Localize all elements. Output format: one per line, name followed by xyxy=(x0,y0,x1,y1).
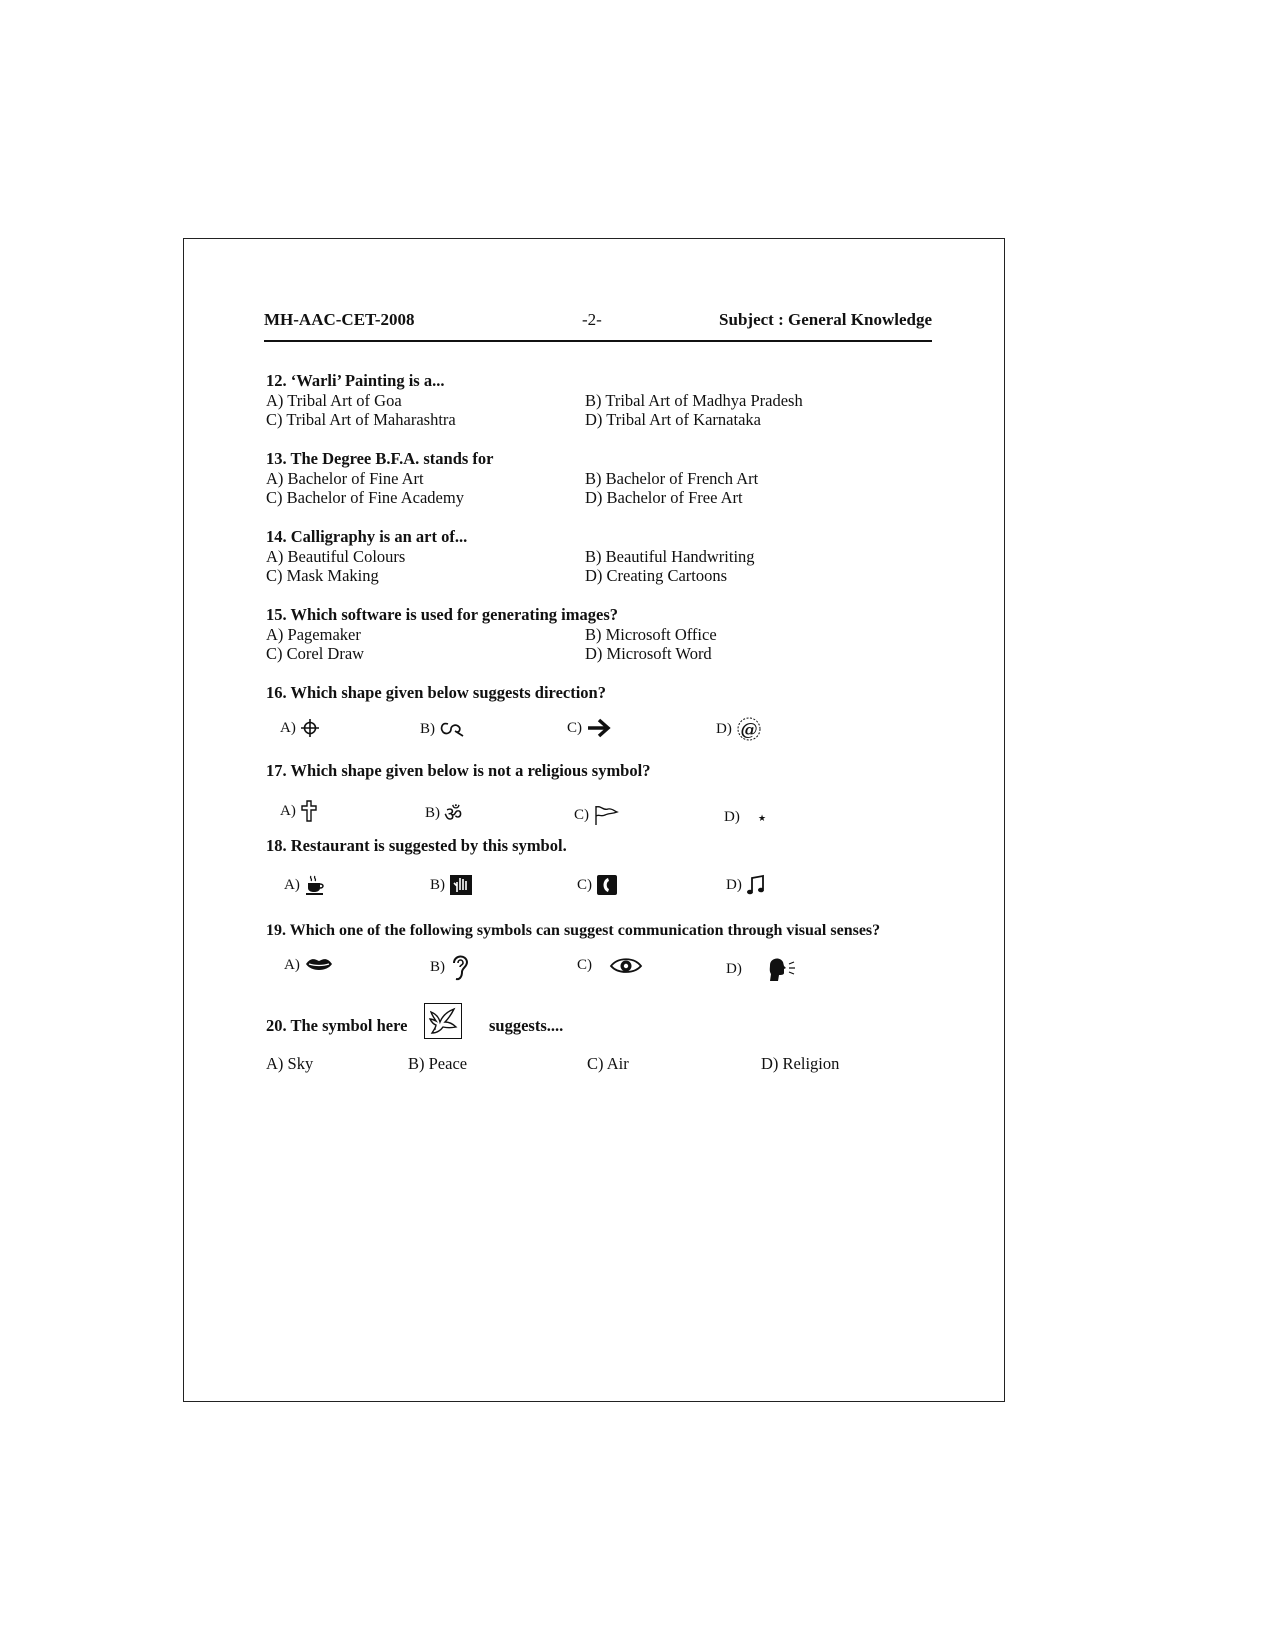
option-b: B) Peace xyxy=(408,1054,468,1073)
coffee-cup-icon xyxy=(304,874,328,896)
svg-text:@: @ xyxy=(740,720,758,740)
cross-icon xyxy=(300,800,318,822)
hand-icon xyxy=(449,874,473,896)
crescent-star-icon xyxy=(744,806,768,828)
option-c: C) Mask Making xyxy=(266,566,379,585)
option-c: C) Corel Draw xyxy=(266,644,365,663)
option-b: B) xyxy=(430,874,473,896)
option-d: D) Microsoft Word xyxy=(585,644,712,663)
option-c: C) xyxy=(577,955,644,975)
option-d: D) Creating Cartoons xyxy=(585,566,728,585)
option-b: B) Bachelor of French Art xyxy=(585,468,759,488)
svg-text:ॐ: ॐ xyxy=(444,802,463,824)
phone-icon xyxy=(596,874,618,896)
page-number: -2- xyxy=(582,310,602,329)
om-icon xyxy=(444,802,470,824)
question-15 xyxy=(266,605,717,664)
option-a: A) Tribal Art of Goa xyxy=(266,390,402,410)
page-header xyxy=(264,310,932,342)
question-17-stem: 17. Which shape given below is not a religious symbol? xyxy=(266,761,651,780)
option-b: B) ॐ xyxy=(425,802,470,824)
option-c: C) Tribal Art of Maharashtra xyxy=(266,410,456,429)
option-a: A) xyxy=(284,955,334,975)
option-d: D) Bachelor of Free Art xyxy=(585,488,743,507)
lips-icon xyxy=(304,955,334,975)
speaking-head-icon xyxy=(766,955,800,983)
question-13 xyxy=(266,449,759,508)
option-b: B) xyxy=(420,720,465,738)
eye-icon xyxy=(608,955,644,975)
option-b: B) Beautiful Handwriting xyxy=(585,546,755,566)
option-d: D) Religion xyxy=(761,1054,840,1073)
option-b: B) xyxy=(430,952,471,982)
option-b: B) Microsoft Office xyxy=(585,624,717,644)
question-19-stem xyxy=(266,922,880,940)
question-12 xyxy=(266,371,803,430)
music-note-icon xyxy=(746,874,766,896)
option-c: C) xyxy=(577,874,618,896)
question-stem: 14. Calligraphy is an art of... xyxy=(266,527,468,546)
svg-text:★: ★ xyxy=(757,814,766,824)
curly-symbol-icon xyxy=(439,720,465,738)
question-19-text: 19. Which one of the following symbols can suggest communication through visual senses? xyxy=(266,922,881,939)
option-c: C) xyxy=(574,804,619,826)
option-a: A) Bachelor of Fine Art xyxy=(266,468,424,488)
option-d: D) ★ xyxy=(724,806,768,828)
question-stem: 15. Which software is used for generating images? xyxy=(266,605,618,624)
question-14 xyxy=(266,527,755,586)
option-a: A) xyxy=(280,800,318,822)
option-c: C) Air xyxy=(587,1054,629,1073)
option-d: D) xyxy=(726,955,800,983)
question-16-stem: 16. Which shape given below suggests direction? xyxy=(266,683,606,702)
question-stem: 13. The Degree B.F.A. stands for xyxy=(266,449,494,468)
ear-icon xyxy=(449,952,471,982)
option-c: C) xyxy=(567,718,612,738)
at-sign-icon xyxy=(736,716,762,742)
option-a: A) Pagemaker xyxy=(266,624,361,644)
exam-code: MH-AAC-CET-2008 xyxy=(264,310,415,329)
option-c: C) Bachelor of Fine Academy xyxy=(266,488,464,507)
subject-title: Subject : General Knowledge xyxy=(719,310,932,329)
flag-icon xyxy=(593,804,619,826)
dove-symbol-box xyxy=(424,1003,462,1039)
option-a: A) xyxy=(284,874,328,896)
question-18-stem: 18. Restaurant is suggested by this symbol. xyxy=(266,836,567,855)
question-stem: 12. ‘Warli’ Painting is a... xyxy=(266,371,445,390)
option-d: D) xyxy=(726,874,766,896)
dove-icon xyxy=(427,1006,459,1036)
option-a: A) Beautiful Colours xyxy=(266,546,406,566)
question-20-stem: 20. The symbol here xyxy=(266,1016,408,1035)
option-a: A) Sky xyxy=(266,1054,314,1073)
option-b: B) Tribal Art of Madhya Pradesh xyxy=(585,390,803,410)
option-d: D) @ xyxy=(716,716,762,742)
question-20-stem-end: suggests.... xyxy=(489,1016,564,1035)
option-a: A) xyxy=(280,718,320,738)
arrow-right-icon xyxy=(586,718,612,738)
option-d: D) Tribal Art of Karnataka xyxy=(585,410,761,429)
crosshair-icon xyxy=(300,718,320,738)
